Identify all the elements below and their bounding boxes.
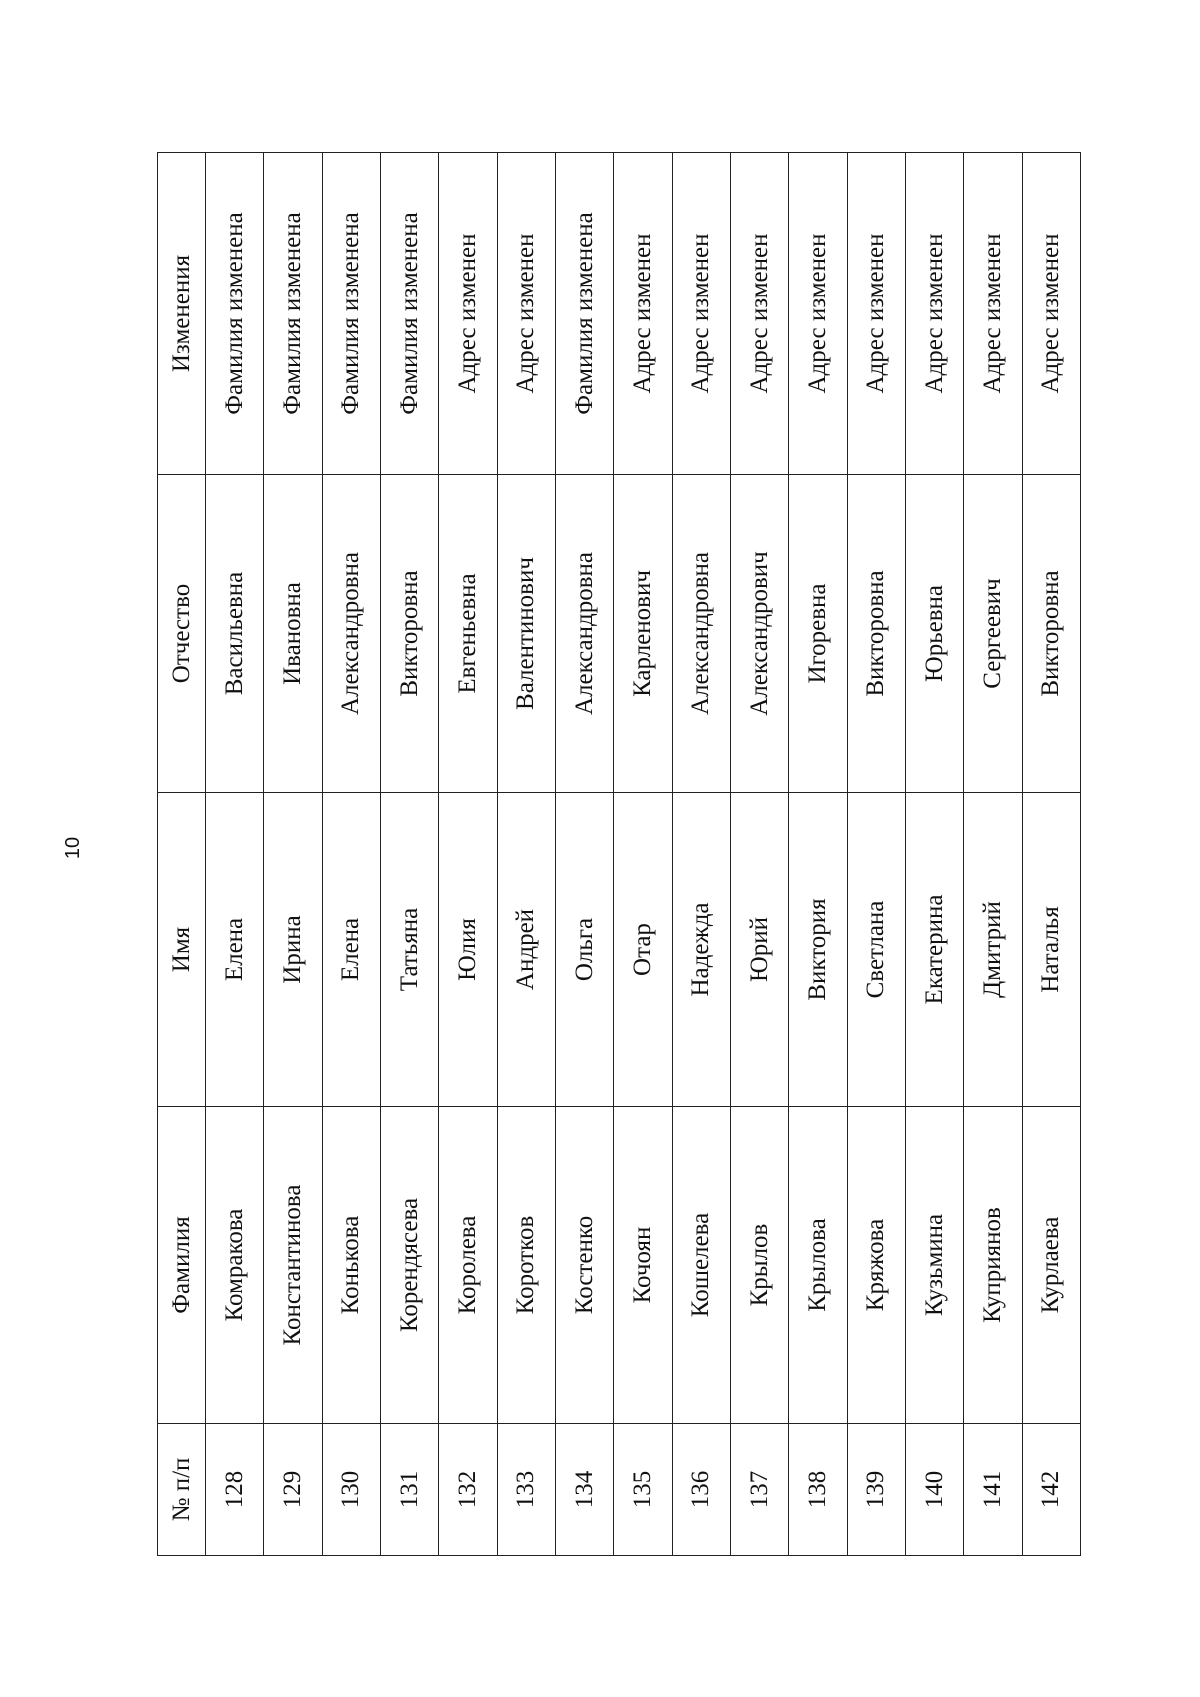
column-header-changes: Изменения bbox=[158, 153, 206, 475]
cell-last-name: Корендясева bbox=[380, 1107, 438, 1424]
cell-changes: Адрес изменен bbox=[672, 153, 730, 475]
cell-changes: Адрес изменен bbox=[905, 153, 963, 475]
cell-first-name: Андрей bbox=[497, 793, 555, 1107]
table-row bbox=[672, 153, 730, 1556]
table-row bbox=[1022, 153, 1080, 1556]
cell-first-name: Светлана bbox=[847, 793, 905, 1107]
cell-patronymic: Александровна bbox=[672, 475, 730, 793]
cell-first-name: Дмитрий bbox=[964, 793, 1022, 1107]
column-header-first-name: Имя bbox=[158, 793, 206, 1107]
cell-changes: Фамилия изменена bbox=[322, 153, 380, 475]
page-number: 10 bbox=[62, 836, 84, 860]
cell-changes: Адрес изменен bbox=[497, 153, 555, 475]
table-row bbox=[730, 153, 788, 1556]
cell-changes: Адрес изменен bbox=[730, 153, 788, 475]
cell-first-name: Отар bbox=[614, 793, 672, 1107]
table-row bbox=[380, 153, 438, 1556]
cell-last-name: Куприянов bbox=[964, 1107, 1022, 1424]
cell-last-name: Комракова bbox=[206, 1107, 264, 1424]
cell-first-name: Виктория bbox=[789, 793, 847, 1107]
cell-number: 142 bbox=[1022, 1424, 1080, 1556]
cell-first-name: Екатерина bbox=[905, 793, 963, 1107]
cell-changes: Адрес изменен bbox=[789, 153, 847, 475]
cell-last-name: Королева bbox=[439, 1107, 497, 1424]
table-row bbox=[964, 153, 1022, 1556]
cell-first-name: Юлия bbox=[439, 793, 497, 1107]
cell-number: 133 bbox=[497, 1424, 555, 1556]
table-row bbox=[439, 153, 497, 1556]
cell-patronymic: Викторовна bbox=[1022, 475, 1080, 793]
cell-first-name: Ирина bbox=[264, 793, 322, 1107]
cell-changes: Фамилия изменена bbox=[555, 153, 613, 475]
cell-number: 138 bbox=[789, 1424, 847, 1556]
cell-changes: Фамилия изменена bbox=[380, 153, 438, 475]
cell-last-name: Коротков bbox=[497, 1107, 555, 1424]
cell-changes: Фамилия изменена bbox=[206, 153, 264, 475]
cell-number: 134 bbox=[555, 1424, 613, 1556]
cell-number: 139 bbox=[847, 1424, 905, 1556]
cell-last-name: Константинова bbox=[264, 1107, 322, 1424]
cell-number: 137 bbox=[730, 1424, 788, 1556]
records-table-container bbox=[157, 153, 1081, 1556]
cell-patronymic: Александрович bbox=[730, 475, 788, 793]
cell-patronymic: Юрьевна bbox=[905, 475, 963, 793]
cell-changes: Адрес изменен bbox=[439, 153, 497, 475]
cell-patronymic: Васильевна bbox=[206, 475, 264, 793]
table-header-row bbox=[158, 153, 206, 1556]
cell-patronymic: Викторовна bbox=[380, 475, 438, 793]
cell-first-name: Ольга bbox=[555, 793, 613, 1107]
cell-number: 132 bbox=[439, 1424, 497, 1556]
table-row bbox=[905, 153, 963, 1556]
cell-changes: Адрес изменен bbox=[847, 153, 905, 475]
cell-patronymic: Ивановна bbox=[264, 475, 322, 793]
table-row bbox=[322, 153, 380, 1556]
table-row bbox=[264, 153, 322, 1556]
cell-patronymic: Валентинович bbox=[497, 475, 555, 793]
cell-first-name: Татьяна bbox=[380, 793, 438, 1107]
cell-last-name: Курлаева bbox=[1022, 1107, 1080, 1424]
column-header-last-name: Фамилия bbox=[158, 1107, 206, 1424]
cell-last-name: Кочоян bbox=[614, 1107, 672, 1424]
cell-number: 130 bbox=[322, 1424, 380, 1556]
cell-patronymic: Сергеевич bbox=[964, 475, 1022, 793]
records-table bbox=[157, 152, 1081, 1556]
cell-number: 129 bbox=[264, 1424, 322, 1556]
cell-last-name: Кузьмина bbox=[905, 1107, 963, 1424]
cell-patronymic: Александровна bbox=[322, 475, 380, 793]
cell-patronymic: Викторовна bbox=[847, 475, 905, 793]
cell-first-name: Юрий bbox=[730, 793, 788, 1107]
table-row bbox=[847, 153, 905, 1556]
cell-number: 131 bbox=[380, 1424, 438, 1556]
cell-first-name: Наталья bbox=[1022, 793, 1080, 1107]
cell-patronymic: Евгеньевна bbox=[439, 475, 497, 793]
cell-changes: Адрес изменен bbox=[964, 153, 1022, 475]
cell-first-name: Елена bbox=[206, 793, 264, 1107]
table-row bbox=[555, 153, 613, 1556]
cell-last-name: Конькова bbox=[322, 1107, 380, 1424]
table-row bbox=[789, 153, 847, 1556]
cell-patronymic: Александровна bbox=[555, 475, 613, 793]
cell-first-name: Надежда bbox=[672, 793, 730, 1107]
cell-changes: Адрес изменен bbox=[614, 153, 672, 475]
cell-first-name: Елена bbox=[322, 793, 380, 1107]
cell-patronymic: Карленович bbox=[614, 475, 672, 793]
column-header-number: № п/п bbox=[158, 1424, 206, 1556]
cell-last-name: Кряжова bbox=[847, 1107, 905, 1424]
cell-last-name: Крылов bbox=[730, 1107, 788, 1424]
column-header-patronymic: Отчество bbox=[158, 475, 206, 793]
table-row bbox=[614, 153, 672, 1556]
cell-changes: Адрес изменен bbox=[1022, 153, 1080, 475]
table-row bbox=[497, 153, 555, 1556]
cell-number: 128 bbox=[206, 1424, 264, 1556]
cell-patronymic: Игоревна bbox=[789, 475, 847, 793]
cell-number: 136 bbox=[672, 1424, 730, 1556]
cell-last-name: Кошелева bbox=[672, 1107, 730, 1424]
cell-number: 140 bbox=[905, 1424, 963, 1556]
cell-changes: Фамилия изменена bbox=[264, 153, 322, 475]
cell-last-name: Костенко bbox=[555, 1107, 613, 1424]
table-row bbox=[206, 153, 264, 1556]
cell-last-name: Крылова bbox=[789, 1107, 847, 1424]
cell-number: 141 bbox=[964, 1424, 1022, 1556]
cell-number: 135 bbox=[614, 1424, 672, 1556]
